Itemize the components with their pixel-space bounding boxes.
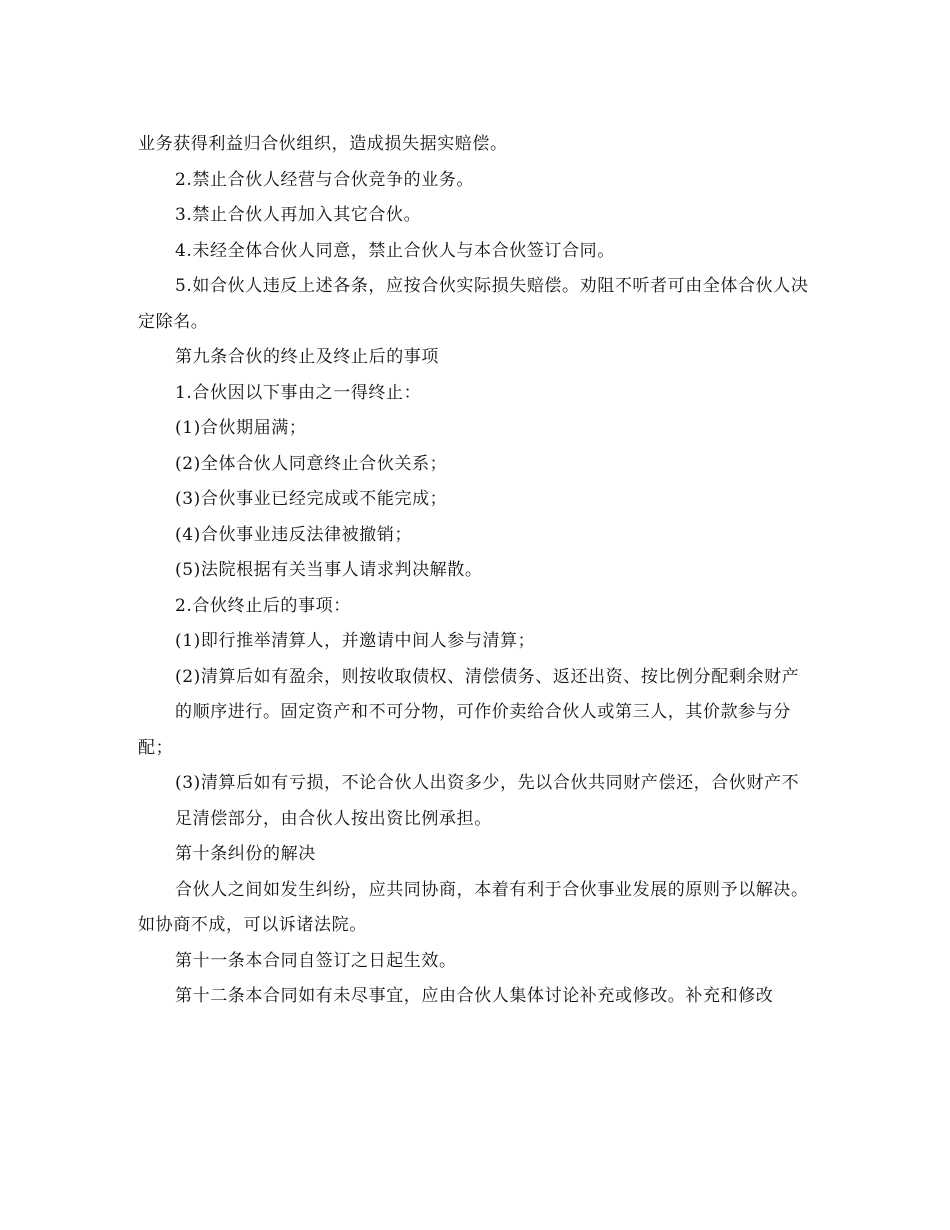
- paragraph: 第十一条本合同自签订之日起生效。: [175, 950, 457, 971]
- paragraph: (2)清算后如有盈余，则按收取债权、清偿债务、返还出资、按比例分配剩余财产: [175, 666, 800, 687]
- paragraph: (1)即行推举清算人，并邀请中间人参与清算；: [175, 631, 536, 651]
- paragraph: 第九条合伙的终止及终止后的事项: [175, 347, 439, 367]
- paragraph: 3.禁止合伙人再加入其它合伙。: [175, 205, 422, 225]
- document-body: [138, 127, 814, 1015]
- paragraph: (4)合伙事业违反法律被撤销；: [175, 524, 413, 545]
- paragraph: (3)清算后如有亏损，不论合伙人出资多少，先以合伙共同财产偿还，合伙财产不: [175, 773, 800, 793]
- paragraph: 2.合伙终止后的事项：: [175, 595, 351, 616]
- paragraph: 的顺序进行。固定资产和不可分物，可作价卖给合伙人或第三人，其价款参与分配；: [138, 702, 791, 758]
- paragraph: 2.禁止合伙人经营与合伙竞争的业务。: [175, 169, 475, 190]
- paragraph: 第十条纠份的解决: [175, 844, 316, 864]
- paragraph: (5)法院根据有关当事人请求判决解散。: [175, 560, 483, 580]
- paragraph: 4.未经全体合伙人同意，禁止合伙人与本合伙签订合同。: [175, 240, 615, 261]
- paragraph: (1)合伙期届满；: [175, 418, 307, 438]
- paragraph: 1.合伙因以下事由之一得终止：: [175, 382, 422, 403]
- paragraph: 足清偿部分，由合伙人按出资比例承担。: [175, 808, 492, 829]
- paragraph: 第十二条本合同如有未尽事宜，应由合伙人集体讨论补充或修改。补充和修改: [175, 986, 774, 1006]
- paragraph: 业务获得利益归合伙组织，造成损失据实赔偿。: [138, 134, 508, 154]
- paragraph: (2)全体合伙人同意终止合伙关系；: [175, 453, 448, 474]
- paragraph: (3)合伙事业已经完成或不能完成；: [175, 489, 448, 509]
- paragraph: 5.如合伙人违反上述各条，应按合伙实际损失赔偿。劝阻不听者可由全体合伙人决定除名。: [138, 276, 809, 332]
- paragraph: 合伙人之间如发生纠纷，应共同协商，本着有利于合伙事业发展的原则予以解决。如协商不成，可以诉诸法院。: [138, 879, 809, 935]
